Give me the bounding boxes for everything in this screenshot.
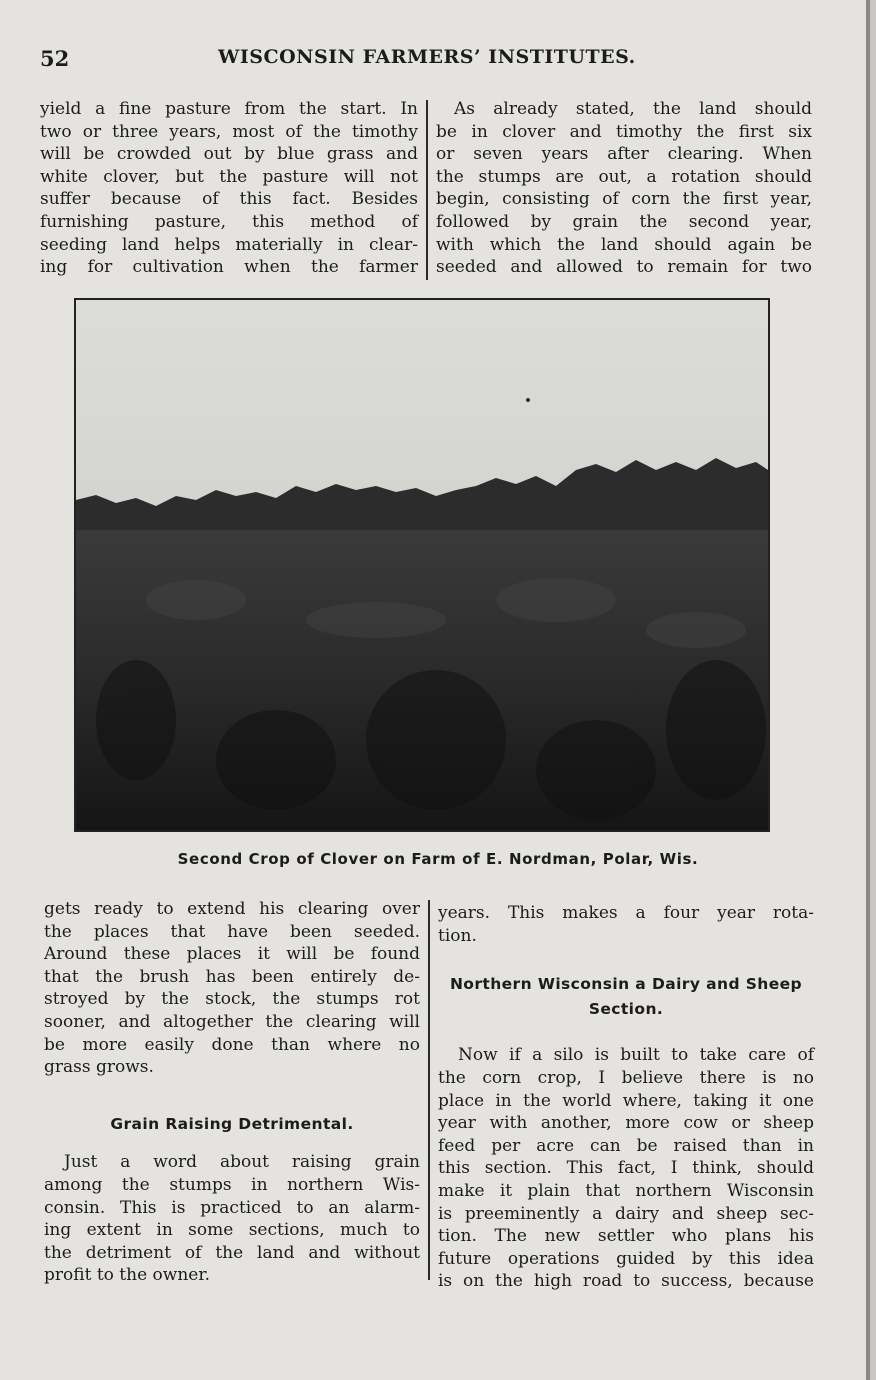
top-left-column: [40, 98, 418, 279]
text-line: be more easily done than where no: [44, 1034, 420, 1055]
text-line: gets ready to extend his clearing over: [44, 899, 420, 919]
text-line: make it plain that northern Wisconsin: [438, 1180, 814, 1201]
page-header: [38, 44, 838, 74]
clover-field-photo: [74, 298, 770, 832]
text-line: be in clover and timothy the first six: [436, 121, 812, 142]
text-line: the detriment of the land and without: [44, 1242, 420, 1263]
text-line: future operations guided by this idea: [438, 1248, 814, 1269]
text-line: consin. This is practiced to an alarm-: [44, 1197, 420, 1218]
text-line: white clover, but the pasture will not: [40, 166, 418, 187]
section-heading: Grain Raising Detrimental.: [110, 1114, 354, 1133]
section-heading-line2: Section.: [588, 999, 664, 1018]
text-line: sooner, and altogether the clearing will: [44, 1011, 420, 1032]
text-line: feed per acre can be raised than in: [438, 1135, 814, 1156]
text-line: yield a fine pasture from the start. In: [40, 99, 418, 119]
text-line: grass grows.: [44, 1057, 154, 1078]
text-line: Just a word about raising grain: [64, 1152, 420, 1173]
clover-field-illustration: [76, 300, 768, 830]
text-line: that the brush has been entirely de-: [44, 966, 420, 987]
photo-caption: Second Crop of Clover on Farm of E. Nordman, Polar, Wis.: [177, 850, 699, 868]
text-line: this section. This fact, I think, should: [438, 1158, 814, 1179]
text-line: tion. The new settler who plans his: [438, 1226, 814, 1247]
page-edge-shadow: [870, 0, 876, 1380]
text-line: begin, consisting of corn the first year,: [436, 189, 812, 210]
text-line: ing for cultivation when the farmer: [40, 257, 418, 278]
text-line: the stumps are out, a rotation should: [436, 166, 812, 187]
text-line: Around these places it will be found: [44, 944, 420, 965]
page-number: 52: [40, 46, 70, 71]
top-right-column: [436, 98, 812, 279]
text-line: furnishing pasture, this method of: [40, 211, 418, 232]
text-line: seeded and allowed to remain for two: [436, 257, 812, 278]
text-line: with which the land should again be: [436, 234, 812, 255]
column-rule-top: [426, 100, 428, 280]
text-line: the places that have been seeded.: [44, 921, 420, 942]
text-line: stroyed by the stock, the stumps rot: [44, 989, 420, 1010]
text-line: place in the world where, taking it one: [438, 1090, 814, 1111]
column-rule-bottom: [428, 900, 430, 1280]
text-line: two or three years, most of the timothy: [40, 121, 418, 142]
text-line: is preeminently a dairy and sheep sec-: [438, 1203, 814, 1224]
text-line: followed by grain the second year,: [436, 211, 812, 232]
page-edge-line: [866, 0, 870, 1380]
text-line: the corn crop, I believe there is no: [438, 1067, 814, 1088]
text-line: is on the high road to success, because: [438, 1271, 814, 1292]
text-line: or seven years after clearing. When: [436, 144, 812, 165]
text-line: will be crowded out by blue grass and: [40, 144, 418, 165]
text-line: year with another, more cow or sheep: [438, 1113, 814, 1134]
text-line: suffer because of this fact. Besides: [40, 189, 418, 210]
bottom-left-column: [44, 898, 420, 1287]
text-line: Now if a silo is built to take care of: [458, 1045, 814, 1066]
text-line: years. This makes a four year rota-: [438, 903, 814, 923]
section-heading: Northern Wisconsin a Dairy and Sheep: [449, 975, 803, 994]
text-line: profit to the owner.: [44, 1265, 210, 1286]
text-line: ing extent in some sections, much to: [44, 1220, 420, 1241]
text-line: seeding land helps materially in clear-: [40, 234, 418, 255]
running-title: WISCONSIN FARMERS’ INSTITUTES.: [218, 46, 636, 68]
text-line: As already stated, the land should: [454, 99, 812, 119]
text-line: tion.: [438, 925, 477, 946]
text-line: among the stumps in northern Wis-: [44, 1174, 420, 1195]
bottom-right-column: [438, 902, 814, 1293]
